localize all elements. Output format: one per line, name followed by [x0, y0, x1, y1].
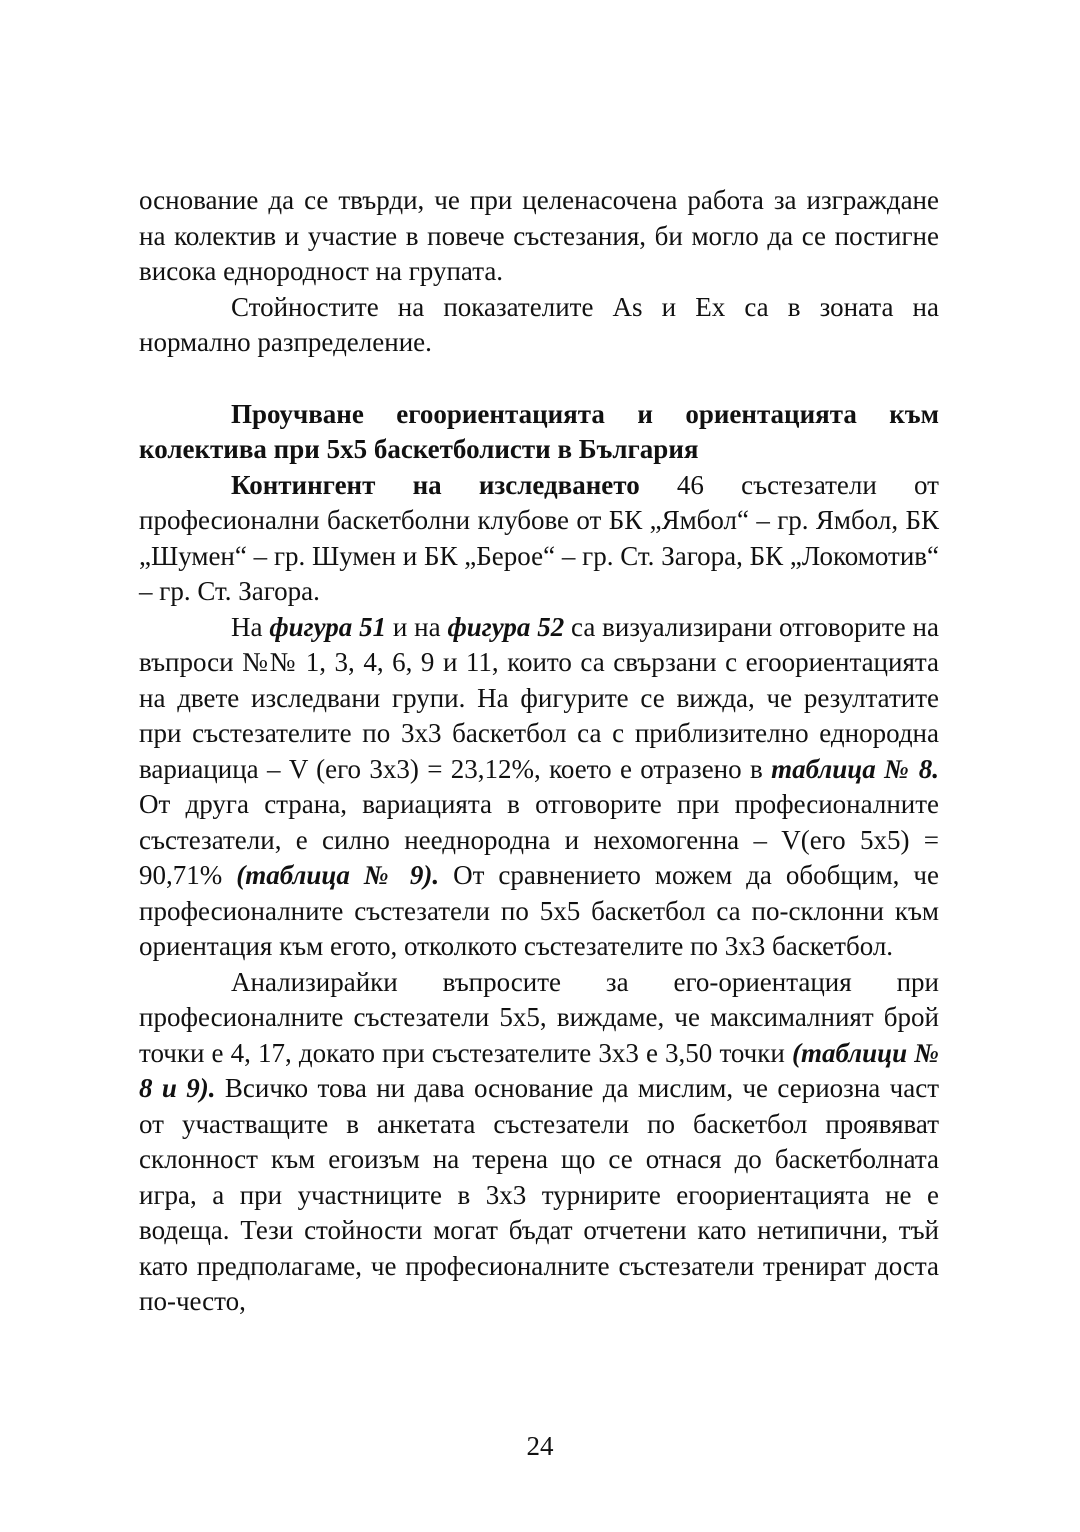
contingent-text: 46 състезатели от професионални баскетболни клубове от БК „Ямбол“ – гр. Ямбол, БК „Шумен“ – гр. Шумен и БК „Берое“ – гр. Ст. Загора, БК „Локомотив“ – гр. Ст. Загора. [139, 469, 939, 606]
paragraph-figures [139, 610, 939, 965]
section-heading: Проучване егоориентацията и ориентацията към колектива при 5х5 баскетболисти в България [139, 398, 939, 464]
figures-text-3: са визуализирани отговорите на въпроси №№ 1, 3, 4, 6, 9 и 11, които са свързани с егоориентацията на двете изследвани групи. На фигурите се вижда, че резултатите при състезателите по 3х3 баскетбол са с приблизително еднородна вариацица – V (его 3х3) = 23,12%, което е отразено в [139, 611, 939, 784]
figures-text-5: От сравнението можем да обобщим, че професионалните състезатели по 5х5 баскетбол са по-склонни към ориентация към егото, отколкото състезателите по 3х3 баскетбол. [139, 860, 939, 961]
paragraph-contingent [139, 468, 939, 610]
figure-51-ref: фигура 51 [269, 611, 387, 642]
figures-text-2: и на [386, 611, 448, 642]
paragraph-as-ex: Стойностите на показателите As и Ex са в зоната на нормално разпределение. [139, 291, 939, 357]
section-spacer [139, 361, 939, 397]
analysis-text-1: Анализирайки въпросите за его-ориентация при професионалните състезатели 5х5, виждаме, че максималният брой точки е 4, 17, докато при състезателите 3х3 е 3,50 точки [139, 966, 939, 1068]
tables-8-9-ref: (таблици № 8 и 9). [139, 1037, 940, 1103]
table-9-ref: (таблица № 9). [236, 860, 440, 890]
figures-text-1: На [231, 611, 270, 642]
figures-text-4: От друга страна, вариацията в отговорите при професионалните състезатели, е силно нееднородна и нехомогенна – V(его 5х5) = 90,71% [139, 789, 939, 890]
paragraph-analysis [139, 965, 939, 1320]
paragraph-continuation: основание да се твърди, че при целенасочена работа за изграждане на колектив и участие в повече състезания, би могло да се постигне висока еднородност на групата. [139, 185, 939, 286]
contingent-lead: Контингент на изследването [231, 469, 640, 500]
analysis-text-2: Всичко това ни дава основание да мислим, че сериозна част от участващите в анкетата състезатели по баскетбол проявяват склонност към егоизъм на терена що се отнася до баскетболната игра, а при участниците в 3х3 турнирите егоориентацията не е водеща. Тези стойности могат бъдат отчетени като нетипични, тъй като предполагаме, че професионалните състезатели тренират доста по-често, [139, 1073, 939, 1316]
page-number: 24 [526, 1431, 554, 1461]
body-text [139, 183, 939, 1320]
figure-52-ref: фигура 52 [447, 611, 565, 642]
table-8-ref: таблица № 8. [771, 753, 939, 784]
